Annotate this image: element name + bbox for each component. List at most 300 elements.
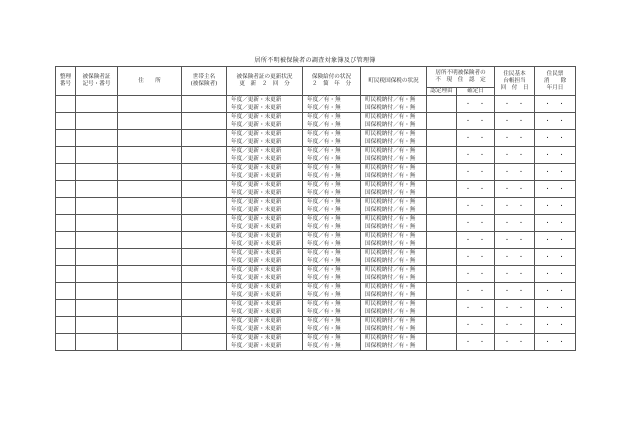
cell-nintei-riyu[interactable] — [427, 130, 457, 147]
option-text: 国保税納付／有・無 — [365, 326, 416, 333]
option-text: 年度／有・無 — [307, 326, 341, 333]
cell-nintei-riyu[interactable] — [427, 113, 457, 130]
cell-hokenkyufu — [303, 147, 361, 164]
cell-zei — [361, 266, 427, 283]
cell-nintei-riyu[interactable] — [427, 249, 457, 266]
option-text: 年度／有・無 — [307, 182, 341, 189]
option-text: 年度／更新・未更新 — [231, 114, 282, 121]
cell-seiri-bango[interactable] — [56, 198, 76, 215]
cell-setainushi[interactable] — [182, 266, 227, 283]
cell-setainushi[interactable] — [182, 232, 227, 249]
cell-hihokensha-kigo[interactable] — [76, 164, 118, 181]
header-zei — [361, 67, 427, 96]
option-text: 年度／更新・未更新 — [231, 173, 282, 180]
option-text: 年度／有・無 — [307, 250, 341, 257]
header-kyosho-fumei — [427, 67, 495, 88]
cell-nintei-riyu[interactable] — [427, 147, 457, 164]
cell-hokenkyufu — [303, 113, 361, 130]
table-row — [56, 147, 576, 164]
option-text: 年度／有・無 — [307, 309, 341, 316]
cell-koshin — [227, 249, 303, 266]
header-line: (被保険者) — [190, 81, 218, 88]
form-title: 居所不明被保険者の調査対象簿及び管理簿 — [254, 57, 376, 64]
header-line: ２ 箇 年 分 — [311, 81, 352, 88]
cell-setainushi[interactable] — [182, 198, 227, 215]
cell-jumin-kihon[interactable]: ・ ・ — [495, 300, 535, 317]
cell-jumin-hyo[interactable]: ・ ・ — [535, 164, 576, 181]
option-text: 年度／更新・未更新 — [231, 224, 282, 231]
cell-jusho[interactable] — [118, 130, 182, 147]
cell-nintei-riyu[interactable] — [427, 266, 457, 283]
cell-zei — [361, 232, 427, 249]
cell-nintei-riyu[interactable] — [427, 317, 457, 334]
cell-jusho[interactable] — [118, 147, 182, 164]
cell-setainushi[interactable] — [182, 113, 227, 130]
cell-hihokensha-kigo[interactable] — [76, 96, 118, 113]
cell-setainushi[interactable] — [182, 249, 227, 266]
cell-zei — [361, 130, 427, 147]
option-text: 国保税納付／有・無 — [365, 275, 416, 282]
option-text: 町民税納付／有・無 — [365, 284, 416, 291]
header-line: 居所不明被保険者の — [435, 70, 486, 76]
option-text: 町民税納付／有・無 — [365, 97, 416, 104]
table-row — [56, 232, 576, 249]
cell-koshin — [227, 215, 303, 232]
option-text: 年度／有・無 — [307, 148, 341, 155]
header-koshin — [227, 67, 303, 96]
header-line: 住民基本 — [503, 70, 526, 77]
cell-jumin-kihon[interactable]: ・ ・ — [495, 164, 535, 181]
cell-setainushi[interactable] — [182, 300, 227, 317]
table-row — [56, 215, 576, 232]
cell-zei — [361, 181, 427, 198]
cell-koshin — [227, 164, 303, 181]
option-text: 年度／更新・未更新 — [231, 182, 282, 189]
header-line: 不 現 住 認 定 — [435, 77, 486, 83]
cell-nintei-riyu[interactable] — [427, 215, 457, 232]
cell-hihokensha-kigo[interactable] — [76, 130, 118, 147]
option-text: 町民税納付／有・無 — [365, 165, 416, 172]
cell-hokenkyufu — [303, 130, 361, 147]
cell-nintei-riyu[interactable] — [427, 164, 457, 181]
header-line: 台帳担当 — [503, 77, 526, 84]
option-text: 国保税納付／有・無 — [365, 258, 416, 265]
header-line: 被保険者証 — [82, 74, 111, 81]
cell-kakutei-bi[interactable]: ・ ・ — [457, 334, 495, 351]
cell-setainushi[interactable] — [182, 283, 227, 300]
cell-jumin-hyo[interactable]: ・ ・ — [535, 113, 576, 130]
header-seiri-bango — [56, 67, 76, 96]
cell-seiri-bango[interactable] — [56, 232, 76, 249]
option-text: 年度／有・無 — [307, 258, 341, 265]
cell-setainushi[interactable] — [182, 147, 227, 164]
cell-zei — [361, 215, 427, 232]
option-text: 町民税納付／有・無 — [365, 199, 416, 206]
cell-kakutei-bi[interactable]: ・ ・ — [457, 283, 495, 300]
cell-setainushi[interactable] — [182, 130, 227, 147]
table-row — [56, 334, 576, 351]
cell-hihokensha-kigo[interactable] — [76, 266, 118, 283]
cell-koshin — [227, 334, 303, 351]
header-line: 回 付 日 — [500, 84, 529, 91]
cell-jumin-hyo[interactable]: ・ ・ — [535, 283, 576, 300]
cell-hihokensha-kigo[interactable] — [76, 283, 118, 300]
option-text: 年度／更新・未更新 — [231, 131, 282, 138]
option-text: 国保税納付／有・無 — [365, 241, 416, 248]
cell-seiri-bango[interactable] — [56, 249, 76, 266]
cell-jusho[interactable] — [118, 334, 182, 351]
cell-nintei-riyu[interactable] — [427, 334, 457, 351]
cell-hihokensha-kigo[interactable] — [76, 334, 118, 351]
option-text: 町民税納付／有・無 — [365, 267, 416, 274]
option-text: 国保税納付／有・無 — [365, 309, 416, 316]
option-text: 町民税納付／有・無 — [365, 114, 416, 121]
table-row — [56, 164, 576, 181]
cell-kakutei-bi[interactable]: ・ ・ — [457, 266, 495, 283]
cell-jumin-hyo[interactable]: ・ ・ — [535, 96, 576, 113]
cell-nintei-riyu[interactable] — [427, 181, 457, 198]
option-text: 国保税納付／有・無 — [365, 156, 416, 163]
cell-nintei-riyu[interactable] — [427, 300, 457, 317]
cell-jumin-hyo[interactable]: ・ ・ — [535, 215, 576, 232]
header-hokenkyufu — [303, 67, 361, 96]
cell-jumin-kihon[interactable]: ・ ・ — [495, 96, 535, 113]
option-text: 年度／更新・未更新 — [231, 284, 282, 291]
cell-jumin-hyo[interactable]: ・ ・ — [535, 300, 576, 317]
option-text: 年度／更新・未更新 — [231, 97, 282, 104]
cell-hihokensha-kigo[interactable] — [76, 249, 118, 266]
cell-jusho[interactable] — [118, 215, 182, 232]
cell-hokenkyufu — [303, 300, 361, 317]
option-text: 年度／更新・未更新 — [231, 233, 282, 240]
option-text: 年度／有・無 — [307, 343, 341, 350]
cell-jumin-hyo[interactable]: ・ ・ — [535, 249, 576, 266]
cell-jumin-kihon[interactable]: ・ ・ — [495, 181, 535, 198]
cell-hihokensha-kigo[interactable] — [76, 317, 118, 334]
cell-koshin — [227, 96, 303, 113]
cell-koshin — [227, 300, 303, 317]
option-text: 年度／有・無 — [307, 292, 341, 299]
cell-seiri-bango[interactable] — [56, 317, 76, 334]
header-hihokensha-kigo — [76, 67, 118, 96]
cell-zei — [361, 113, 427, 130]
cell-jumin-kihon[interactable]: ・ ・ — [495, 113, 535, 130]
cell-jusho[interactable] — [118, 198, 182, 215]
option-text: 年度／更新・未更新 — [231, 326, 282, 333]
cell-jumin-hyo[interactable]: ・ ・ — [535, 232, 576, 249]
cell-kakutei-bi[interactable]: ・ ・ — [457, 249, 495, 266]
cell-setainushi[interactable] — [182, 215, 227, 232]
header-line: 住 所 — [138, 77, 161, 84]
cell-nintei-riyu[interactable] — [427, 198, 457, 215]
cell-zei — [361, 334, 427, 351]
cell-jumin-kihon[interactable]: ・ ・ — [495, 334, 535, 351]
option-text: 年度／有・無 — [307, 173, 341, 180]
cell-nintei-riyu[interactable] — [427, 232, 457, 249]
header-line: 町民税国保税の状況 — [368, 77, 419, 84]
option-text: 年度／有・無 — [307, 233, 341, 240]
cell-seiri-bango[interactable] — [56, 334, 76, 351]
option-text: 年度／更新・未更新 — [231, 301, 282, 308]
cell-hihokensha-kigo[interactable] — [76, 198, 118, 215]
option-text: 年度／更新・未更新 — [231, 318, 282, 325]
header-line: 被保険者証の更新状況 — [236, 74, 293, 81]
option-text: 年度／有・無 — [307, 105, 341, 112]
option-text: 年度／更新・未更新 — [231, 275, 282, 282]
option-text: 年度／更新・未更新 — [231, 139, 282, 146]
option-text: 国保税納付／有・無 — [365, 292, 416, 299]
cell-jumin-kihon[interactable]: ・ ・ — [495, 283, 535, 300]
cell-zei — [361, 164, 427, 181]
table-row — [56, 283, 576, 300]
option-text: 年度／有・無 — [307, 114, 341, 121]
cell-jusho[interactable] — [118, 266, 182, 283]
option-text: 国保税納付／有・無 — [365, 224, 416, 231]
option-text: 年度／更新・未更新 — [231, 156, 282, 163]
table-row — [56, 317, 576, 334]
option-text: 年度／更新・未更新 — [231, 122, 282, 129]
cell-koshin — [227, 198, 303, 215]
register-table — [55, 66, 576, 351]
header-setainushi — [182, 67, 227, 96]
option-text: 国保税納付／有・無 — [365, 122, 416, 129]
option-text: 年度／有・無 — [307, 335, 341, 342]
cell-koshin — [227, 266, 303, 283]
option-text: 年度／更新・未更新 — [231, 250, 282, 257]
option-text: 年度／有・無 — [307, 207, 341, 214]
option-text: 年度／有・無 — [307, 224, 341, 231]
option-text: 年度／有・無 — [307, 97, 341, 104]
cell-koshin — [227, 181, 303, 198]
option-text: 年度／有・無 — [307, 318, 341, 325]
option-text: 国保税納付／有・無 — [365, 190, 416, 197]
cell-seiri-bango[interactable] — [56, 215, 76, 232]
cell-hokenkyufu — [303, 96, 361, 113]
cell-hokenkyufu — [303, 317, 361, 334]
cell-jumin-hyo[interactable]: ・ ・ — [535, 181, 576, 198]
option-text: 町民税納付／有・無 — [365, 250, 416, 257]
cell-jumin-kihon[interactable]: ・ ・ — [495, 198, 535, 215]
cell-hokenkyufu — [303, 181, 361, 198]
cell-jumin-hyo[interactable]: ・ ・ — [535, 334, 576, 351]
option-text: 年度／更新・未更新 — [231, 199, 282, 206]
header-line: 保険給付の状況 — [311, 74, 352, 81]
option-text: 年度／更新・未更新 — [231, 309, 282, 316]
option-text: 町民税納付／有・無 — [365, 301, 416, 308]
cell-jumin-kihon[interactable]: ・ ・ — [495, 266, 535, 283]
cell-jusho[interactable] — [118, 96, 182, 113]
option-text: 年度／更新・未更新 — [231, 343, 282, 350]
cell-kakutei-bi[interactable]: ・ ・ — [457, 113, 495, 130]
option-text: 年度／有・無 — [307, 165, 341, 172]
cell-jumin-hyo[interactable]: ・ ・ — [535, 130, 576, 147]
table-row — [56, 300, 576, 317]
option-text: 年度／更新・未更新 — [231, 165, 282, 172]
option-text: 年度／有・無 — [307, 284, 341, 291]
header-line: 世帯主名 — [192, 74, 216, 81]
cell-koshin — [227, 147, 303, 164]
table-row — [56, 266, 576, 283]
cell-seiri-bango[interactable] — [56, 266, 76, 283]
table-row — [56, 130, 576, 147]
cell-hokenkyufu — [303, 266, 361, 283]
option-text: 町民税納付／有・無 — [365, 131, 416, 138]
header-jusho — [118, 67, 182, 96]
option-text: 年度／有・無 — [307, 301, 341, 308]
cell-jumin-hyo[interactable]: ・ ・ — [535, 147, 576, 164]
cell-hihokensha-kigo[interactable] — [76, 232, 118, 249]
cell-jumin-kihon[interactable]: ・ ・ — [495, 130, 535, 147]
cell-setainushi[interactable] — [182, 96, 227, 113]
table-row — [56, 96, 576, 113]
cell-nintei-riyu[interactable] — [427, 283, 457, 300]
cell-zei — [361, 96, 427, 113]
cell-jusho[interactable] — [118, 232, 182, 249]
cell-jumin-kihon[interactable]: ・ ・ — [495, 317, 535, 334]
cell-jumin-kihon[interactable]: ・ ・ — [495, 249, 535, 266]
cell-hokenkyufu — [303, 334, 361, 351]
cell-kakutei-bi[interactable]: ・ ・ — [457, 317, 495, 334]
cell-hihokensha-kigo[interactable] — [76, 300, 118, 317]
cell-hokenkyufu — [303, 164, 361, 181]
cell-zei — [361, 249, 427, 266]
cell-jumin-hyo[interactable]: ・ ・ — [535, 198, 576, 215]
cell-jumin-hyo[interactable]: ・ ・ — [535, 317, 576, 334]
option-text: 年度／有・無 — [307, 122, 341, 129]
header-line: 整理 — [59, 74, 72, 81]
option-text: 年度／有・無 — [307, 199, 341, 206]
option-text: 町民税納付／有・無 — [365, 233, 416, 240]
option-text: 年度／有・無 — [307, 241, 341, 248]
option-text: 年度／更新・未更新 — [231, 335, 282, 342]
cell-setainushi[interactable] — [182, 164, 227, 181]
option-text: 年度／更新・未更新 — [231, 148, 282, 155]
option-text: 年度／更新・未更新 — [231, 267, 282, 274]
cell-jusho[interactable] — [118, 283, 182, 300]
header-jumin-hyo — [535, 67, 576, 96]
header-line: 年月日 — [546, 84, 564, 91]
option-text: 町民税納付／有・無 — [365, 182, 416, 189]
cell-seiri-bango[interactable] — [56, 147, 76, 164]
cell-setainushi[interactable] — [182, 181, 227, 198]
cell-jumin-hyo[interactable]: ・ ・ — [535, 266, 576, 283]
option-text: 年度／有・無 — [307, 267, 341, 274]
cell-jusho[interactable] — [118, 317, 182, 334]
table-row — [56, 249, 576, 266]
cell-jusho[interactable] — [118, 181, 182, 198]
option-text: 年度／更新・未更新 — [231, 292, 282, 299]
option-text: 年度／更新・未更新 — [231, 258, 282, 265]
cell-kakutei-bi[interactable]: ・ ・ — [457, 130, 495, 147]
header-line: 住民票 — [546, 70, 564, 77]
option-text: 国保税納付／有・無 — [365, 207, 416, 214]
cell-kakutei-bi[interactable]: ・ ・ — [457, 96, 495, 113]
option-text: 年度／有・無 — [307, 190, 341, 197]
option-text: 年度／有・無 — [307, 216, 341, 223]
option-text: 年度／更新・未更新 — [231, 190, 282, 197]
cell-hihokensha-kigo[interactable] — [76, 113, 118, 130]
cell-hokenkyufu — [303, 249, 361, 266]
header-line: 消 除 — [543, 77, 567, 84]
option-text: 国保税納付／有・無 — [365, 173, 416, 180]
cell-setainushi[interactable] — [182, 317, 227, 334]
cell-hihokensha-kigo[interactable] — [76, 181, 118, 198]
cell-kakutei-bi[interactable]: ・ ・ — [457, 164, 495, 181]
table-row — [56, 198, 576, 215]
cell-zei — [361, 283, 427, 300]
cell-zei — [361, 300, 427, 317]
option-text: 町民税納付／有・無 — [365, 216, 416, 223]
cell-kakutei-bi[interactable]: ・ ・ — [457, 215, 495, 232]
option-text: 年度／更新・未更新 — [231, 105, 282, 112]
option-text: 年度／有・無 — [307, 275, 341, 282]
cell-nintei-riyu[interactable] — [427, 96, 457, 113]
cell-jumin-kihon[interactable]: ・ ・ — [495, 232, 535, 249]
table-row — [56, 113, 576, 130]
header-line: 更 新 ２ 回 分 — [239, 81, 290, 88]
cell-koshin — [227, 113, 303, 130]
option-text: 国保税納付／有・無 — [365, 343, 416, 350]
option-text: 年度／更新・未更新 — [231, 216, 282, 223]
option-text: 年度／更新・未更新 — [231, 241, 282, 248]
cell-kakutei-bi[interactable]: ・ ・ — [457, 147, 495, 164]
register-rows — [56, 96, 576, 351]
cell-kakutei-bi[interactable]: ・ ・ — [457, 198, 495, 215]
cell-zei — [361, 198, 427, 215]
cell-jumin-kihon[interactable]: ・ ・ — [495, 215, 535, 232]
option-text: 町民税納付／有・無 — [365, 335, 416, 342]
cell-seiri-bango[interactable] — [56, 300, 76, 317]
cell-seiri-bango[interactable] — [56, 130, 76, 147]
cell-jusho[interactable] — [118, 249, 182, 266]
option-text: 年度／更新・未更新 — [231, 207, 282, 214]
cell-jusho[interactable] — [118, 113, 182, 130]
cell-setainushi[interactable] — [182, 334, 227, 351]
option-text: 町民税納付／有・無 — [365, 148, 416, 155]
cell-hokenkyufu — [303, 232, 361, 249]
option-text: 国保税納付／有・無 — [365, 105, 416, 112]
header-kakutei-bi: 確定日 — [457, 88, 495, 96]
cell-seiri-bango[interactable] — [56, 164, 76, 181]
cell-koshin — [227, 283, 303, 300]
cell-seiri-bango[interactable] — [56, 96, 76, 113]
cell-hokenkyufu — [303, 215, 361, 232]
cell-hokenkyufu — [303, 283, 361, 300]
cell-koshin — [227, 317, 303, 334]
header-line: 番号 — [59, 81, 72, 88]
table-row — [56, 181, 576, 198]
header-jumin-kihon — [495, 67, 535, 96]
option-text: 国保税納付／有・無 — [365, 139, 416, 146]
header-nintei-riyu: 認定理由 — [427, 88, 457, 96]
cell-jusho[interactable] — [118, 300, 182, 317]
option-text: 町民税納付／有・無 — [365, 318, 416, 325]
cell-hihokensha-kigo[interactable] — [76, 147, 118, 164]
cell-jusho[interactable] — [118, 164, 182, 181]
cell-kakutei-bi[interactable]: ・ ・ — [457, 300, 495, 317]
option-text: 年度／有・無 — [307, 156, 341, 163]
cell-kakutei-bi[interactable]: ・ ・ — [457, 181, 495, 198]
option-text: 年度／有・無 — [307, 139, 341, 146]
cell-seiri-bango[interactable] — [56, 283, 76, 300]
cell-jumin-kihon[interactable]: ・ ・ — [495, 147, 535, 164]
cell-seiri-bango[interactable] — [56, 181, 76, 198]
cell-seiri-bango[interactable] — [56, 113, 76, 130]
cell-hihokensha-kigo[interactable] — [76, 215, 118, 232]
cell-zei — [361, 317, 427, 334]
header-line: 記号・番号 — [82, 81, 111, 88]
cell-kakutei-bi[interactable]: ・ ・ — [457, 232, 495, 249]
